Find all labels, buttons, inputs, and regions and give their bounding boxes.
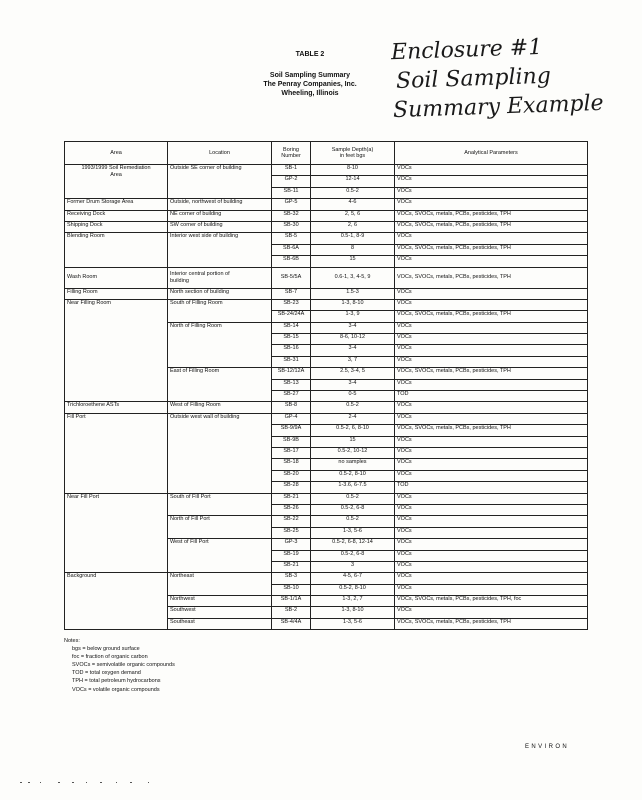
cell-depth: 8 bbox=[311, 244, 395, 255]
header-area: Area bbox=[65, 142, 168, 165]
cell-params: VOCs bbox=[395, 402, 588, 413]
note-item: TPH = total petroleum hydrocarbons bbox=[72, 678, 161, 685]
cell-boring: SB-21 bbox=[272, 493, 311, 504]
cell-params: VOCs bbox=[395, 561, 588, 572]
cell-area: Receiving Dock bbox=[65, 210, 168, 221]
cell-area: Fill Port bbox=[65, 413, 168, 493]
cell-boring: SB-10 bbox=[272, 584, 311, 595]
header-params: Analytical Parameters bbox=[395, 142, 588, 165]
cell-boring: SB-9B bbox=[272, 436, 311, 447]
cell-boring: SB-17 bbox=[272, 447, 311, 458]
table-row bbox=[65, 299, 588, 310]
cell-location-line: Interior central portion of bbox=[170, 271, 230, 278]
notes-section bbox=[64, 637, 175, 694]
title-line: The Penray Companies, Inc. bbox=[263, 81, 357, 88]
cell-params: VOCs bbox=[395, 176, 588, 187]
note-item: VOCs = volatile organic compounds bbox=[72, 686, 160, 693]
table-number: TABLE 2 bbox=[295, 51, 325, 58]
soil-sampling-table bbox=[64, 141, 588, 630]
cell-params: VOCs bbox=[395, 584, 588, 595]
cell-params: VOCs bbox=[395, 413, 588, 424]
cell-depth: 3 bbox=[311, 561, 395, 572]
cell-depth: 0.5-2, 6-8, 12-14 bbox=[311, 539, 395, 550]
table-row bbox=[65, 221, 588, 232]
header-boring bbox=[272, 142, 311, 165]
cell-area: Trichloroethene ASTs bbox=[65, 402, 168, 413]
table-title bbox=[200, 50, 420, 98]
cell-params: VOCs, SVOCs, metals, PCBs, pesticides, TPH bbox=[395, 221, 588, 232]
cell-depth: 15 bbox=[311, 436, 395, 447]
cell-depth: 2.5, 3-4, 5 bbox=[311, 368, 395, 379]
cell-location: South of Fill Port bbox=[168, 493, 272, 516]
cell-depth: 3-4 bbox=[311, 322, 395, 333]
cell-boring: SB-7 bbox=[272, 288, 311, 299]
cell-depth: 0.5-2, 6-8 bbox=[311, 550, 395, 561]
cell-params: VOCs, SVOCs, metals, PCBs, pesticides, TPH bbox=[395, 311, 588, 322]
cell-depth: 3-4 bbox=[311, 379, 395, 390]
cell-area: Wash Room bbox=[65, 267, 168, 288]
cell-depth: 8-10 bbox=[311, 165, 395, 176]
cell-boring: SB-2 bbox=[272, 607, 311, 618]
table-row bbox=[65, 165, 588, 176]
cell-area-line: Area bbox=[110, 171, 122, 178]
notes-heading: Notes: bbox=[64, 638, 80, 644]
cell-params: TOD bbox=[395, 482, 588, 493]
handwritten-line: Summary Example bbox=[392, 90, 605, 124]
cell-depth: 1.5-3 bbox=[311, 288, 395, 299]
cell-boring: SB-9/9A bbox=[272, 425, 311, 436]
header-location: Location bbox=[168, 142, 272, 165]
cell-depth: 1-3, 8-10 bbox=[311, 299, 395, 310]
cell-boring: SB-3 bbox=[272, 573, 311, 584]
cell-depth: 0.5-2, 8-10 bbox=[311, 470, 395, 481]
cell-params: VOCs bbox=[395, 334, 588, 345]
cell-params: VOCs bbox=[395, 550, 588, 561]
header-boring-line1: Boring bbox=[283, 146, 299, 153]
cell-params: VOCs, SVOCs, metals, PCBs, pesticides, TPH, foc bbox=[395, 596, 588, 607]
cell-depth: 1-3, 2, 7 bbox=[311, 596, 395, 607]
cell-params: VOCs bbox=[395, 187, 588, 198]
cell-depth: 1-3, 9 bbox=[311, 311, 395, 322]
cell-params: VOCs, SVOCs, metals, PCBs, pesticides, TPH bbox=[395, 210, 588, 221]
header-boring-line2: Number bbox=[281, 153, 301, 159]
cell-params: VOCs bbox=[395, 233, 588, 244]
cell-boring: SB-26 bbox=[272, 504, 311, 515]
cell-boring: SB-18 bbox=[272, 459, 311, 470]
cell-location: West of Fill Port bbox=[168, 539, 272, 573]
header-depth bbox=[311, 142, 395, 165]
cell-params: VOCs bbox=[395, 573, 588, 584]
cell-params: VOCs bbox=[395, 459, 588, 470]
table-row bbox=[65, 402, 588, 413]
cell-params: VOCs, SVOCs, metals, PCBs, pesticides, TPH bbox=[395, 425, 588, 436]
cell-area: Near Fill Port bbox=[65, 493, 168, 573]
cell-depth: 3-4 bbox=[311, 345, 395, 356]
cell-depth: 2-4 bbox=[311, 413, 395, 424]
cell-boring: SB-27 bbox=[272, 391, 311, 402]
cell-boring: SB-19 bbox=[272, 550, 311, 561]
cell-boring: SB-21 bbox=[272, 561, 311, 572]
scan-noise-decoration bbox=[20, 770, 320, 790]
cell-depth: 0.5-2, 8-10 bbox=[311, 584, 395, 595]
cell-boring: SB-20 bbox=[272, 470, 311, 481]
cell-location: Outside west wall of building bbox=[168, 413, 272, 493]
cell-boring: GP-3 bbox=[272, 539, 311, 550]
cell-depth: 0.5-2 bbox=[311, 516, 395, 527]
cell-params: TOD bbox=[395, 391, 588, 402]
cell-depth: 2, 5, 6 bbox=[311, 210, 395, 221]
cell-boring: SB-12/12A bbox=[272, 368, 311, 379]
cell-location: Interior west side of building bbox=[168, 233, 272, 267]
cell-boring: SB-11 bbox=[272, 187, 311, 198]
cell-boring: SB-15 bbox=[272, 334, 311, 345]
cell-boring: SB-24/24A bbox=[272, 311, 311, 322]
cell-boring: SB-30 bbox=[272, 221, 311, 232]
cell-params: VOCs bbox=[395, 288, 588, 299]
cell-depth: 0.5-2, 10-12 bbox=[311, 447, 395, 458]
cell-location: SW corner of building bbox=[168, 221, 272, 232]
footer-company-mark: ENVIRON bbox=[525, 744, 570, 750]
cell-boring: SB-8 bbox=[272, 402, 311, 413]
cell-location: Outside, northwest of building bbox=[168, 199, 272, 210]
cell-depth: 1-3, 5-6 bbox=[311, 618, 395, 629]
table-row bbox=[65, 233, 588, 244]
cell-params: VOCs bbox=[395, 356, 588, 367]
cell-boring: SB-5/5A bbox=[272, 267, 311, 288]
cell-boring: SB-31 bbox=[272, 356, 311, 367]
cell-depth: 4-5, 6-7 bbox=[311, 573, 395, 584]
title-line: Wheeling, Illinois bbox=[281, 90, 339, 97]
cell-location: Southwest bbox=[168, 607, 272, 618]
cell-params: VOCs bbox=[395, 493, 588, 504]
cell-location: North of Fill Port bbox=[168, 516, 272, 539]
cell-params: VOCs bbox=[395, 470, 588, 481]
cell-area-line: 1993/1999 Soil Remediation bbox=[81, 165, 151, 171]
cell-boring: GP-4 bbox=[272, 413, 311, 424]
table-row bbox=[65, 199, 588, 210]
cell-area: Former Drum Storage Area bbox=[65, 199, 168, 210]
cell-params: VOCs bbox=[395, 299, 588, 310]
cell-boring: SB-23 bbox=[272, 299, 311, 310]
cell-boring: SB-28 bbox=[272, 482, 311, 493]
cell-location: NE corner of building bbox=[168, 210, 272, 221]
cell-location: Northwest bbox=[168, 596, 272, 607]
cell-boring: GP-2 bbox=[272, 176, 311, 187]
cell-boring: SB-4/4A bbox=[272, 618, 311, 629]
cell-location-line: building bbox=[170, 277, 189, 284]
cell-params: VOCs, SVOCs, metals, PCBs, pesticides, TPH bbox=[395, 244, 588, 255]
cell-boring: GP-5 bbox=[272, 199, 311, 210]
cell-boring: SB-6A bbox=[272, 244, 311, 255]
cell-depth: 0.5-2 bbox=[311, 493, 395, 504]
note-item: bgs = below ground surface bbox=[72, 646, 140, 653]
cell-depth: 1-3, 8-10 bbox=[311, 607, 395, 618]
cell-depth: 0.5-2 bbox=[311, 187, 395, 198]
cell-depth: 0-5 bbox=[311, 391, 395, 402]
cell-location: North section of building bbox=[168, 288, 272, 299]
cell-depth: 0.5-2 bbox=[311, 402, 395, 413]
cell-params: VOCs bbox=[395, 165, 588, 176]
cell-depth: 0.5-1, 8-9 bbox=[311, 233, 395, 244]
header-depth-line2: in feet bgs bbox=[339, 153, 366, 159]
cell-depth: 0.6-1, 3, 4-5, 9 bbox=[311, 267, 395, 288]
cell-location: West of Filling Room bbox=[168, 402, 272, 413]
cell-area: Background bbox=[65, 573, 168, 630]
cell-params: VOCs bbox=[395, 527, 588, 538]
cell-params: VOCs bbox=[395, 322, 588, 333]
table-row bbox=[65, 493, 588, 504]
table-row bbox=[65, 573, 588, 584]
cell-boring: SB-13 bbox=[272, 379, 311, 390]
cell-params: VOCs, SVOCs, metals, PCBs, pesticides, TPH bbox=[395, 267, 588, 288]
cell-location: North of Filling Room bbox=[168, 322, 272, 368]
cell-boring: SB-32 bbox=[272, 210, 311, 221]
cell-boring: SB-22 bbox=[272, 516, 311, 527]
cell-boring: SB-1 bbox=[272, 165, 311, 176]
cell-params: VOCs bbox=[395, 447, 588, 458]
cell-location: East of Filling Room bbox=[168, 368, 272, 402]
cell-area: Shipping Dock bbox=[65, 221, 168, 232]
cell-depth: 1-3.6, 6-7.5 bbox=[311, 482, 395, 493]
table-row bbox=[65, 210, 588, 221]
handwritten-line: Enclosure #1 bbox=[390, 34, 543, 66]
cell-location: Southeast bbox=[168, 618, 272, 629]
cell-depth: 15 bbox=[311, 256, 395, 267]
cell-params: VOCs, SVOCs, metals, PCBs, pesticides, TPH bbox=[395, 368, 588, 379]
cell-boring: SB-14 bbox=[272, 322, 311, 333]
cell-params: VOCs, SVOCs, metals, PCBs, pesticides, TPH bbox=[395, 618, 588, 629]
cell-depth: 12-14 bbox=[311, 176, 395, 187]
cell-params: VOCs bbox=[395, 256, 588, 267]
cell-params: VOCs bbox=[395, 504, 588, 515]
cell-depth: 3, 7 bbox=[311, 356, 395, 367]
cell-location: Northeast bbox=[168, 573, 272, 596]
cell-params: VOCs bbox=[395, 199, 588, 210]
cell-location: Outside SE corner of building bbox=[168, 165, 272, 199]
cell-location: South of Filling Room bbox=[168, 299, 272, 322]
cell-depth: no samples bbox=[311, 459, 395, 470]
cell-area: Filling Room bbox=[65, 288, 168, 299]
cell-params: VOCs bbox=[395, 436, 588, 447]
cell-depth: 0.5-2, 6-8 bbox=[311, 504, 395, 515]
handwritten-line: Soil Sampling bbox=[395, 63, 552, 95]
cell-boring: SB-25 bbox=[272, 527, 311, 538]
cell-params: VOCs bbox=[395, 539, 588, 550]
cell-area: Near Filling Room bbox=[65, 299, 168, 402]
cell-location bbox=[168, 267, 272, 288]
cell-depth: 4-6 bbox=[311, 199, 395, 210]
cell-depth: 8-6, 10-12 bbox=[311, 334, 395, 345]
table-row bbox=[65, 267, 588, 288]
cell-params: VOCs bbox=[395, 379, 588, 390]
title-line: Soil Sampling Summary bbox=[269, 72, 351, 79]
cell-boring: SB-1/1A bbox=[272, 596, 311, 607]
cell-params: VOCs bbox=[395, 516, 588, 527]
cell-depth: 0.5-2, 6, 8-10 bbox=[311, 425, 395, 436]
cell-boring: SB-6B bbox=[272, 256, 311, 267]
note-item: TOD = total oxygen demand bbox=[72, 670, 141, 677]
cell-params: VOCs bbox=[395, 345, 588, 356]
table-row bbox=[65, 288, 588, 299]
cell-area bbox=[65, 165, 168, 199]
cell-depth: 1-3, 5-6 bbox=[311, 527, 395, 538]
handwritten-annotation bbox=[391, 30, 634, 125]
cell-area: Blending Room bbox=[65, 233, 168, 267]
table-row bbox=[65, 413, 588, 424]
cell-params: VOCs bbox=[395, 607, 588, 618]
note-item: SVOCs = semivolatile organic compounds bbox=[72, 662, 175, 669]
header-depth-line1: Sample Depth(a) bbox=[331, 146, 374, 153]
note-item: foc = fraction of organic carbon bbox=[72, 654, 148, 661]
cell-depth: 2, 6 bbox=[311, 221, 395, 232]
cell-boring: SB-5 bbox=[272, 233, 311, 244]
cell-boring: SB-16 bbox=[272, 345, 311, 356]
table-header-row bbox=[65, 142, 588, 165]
